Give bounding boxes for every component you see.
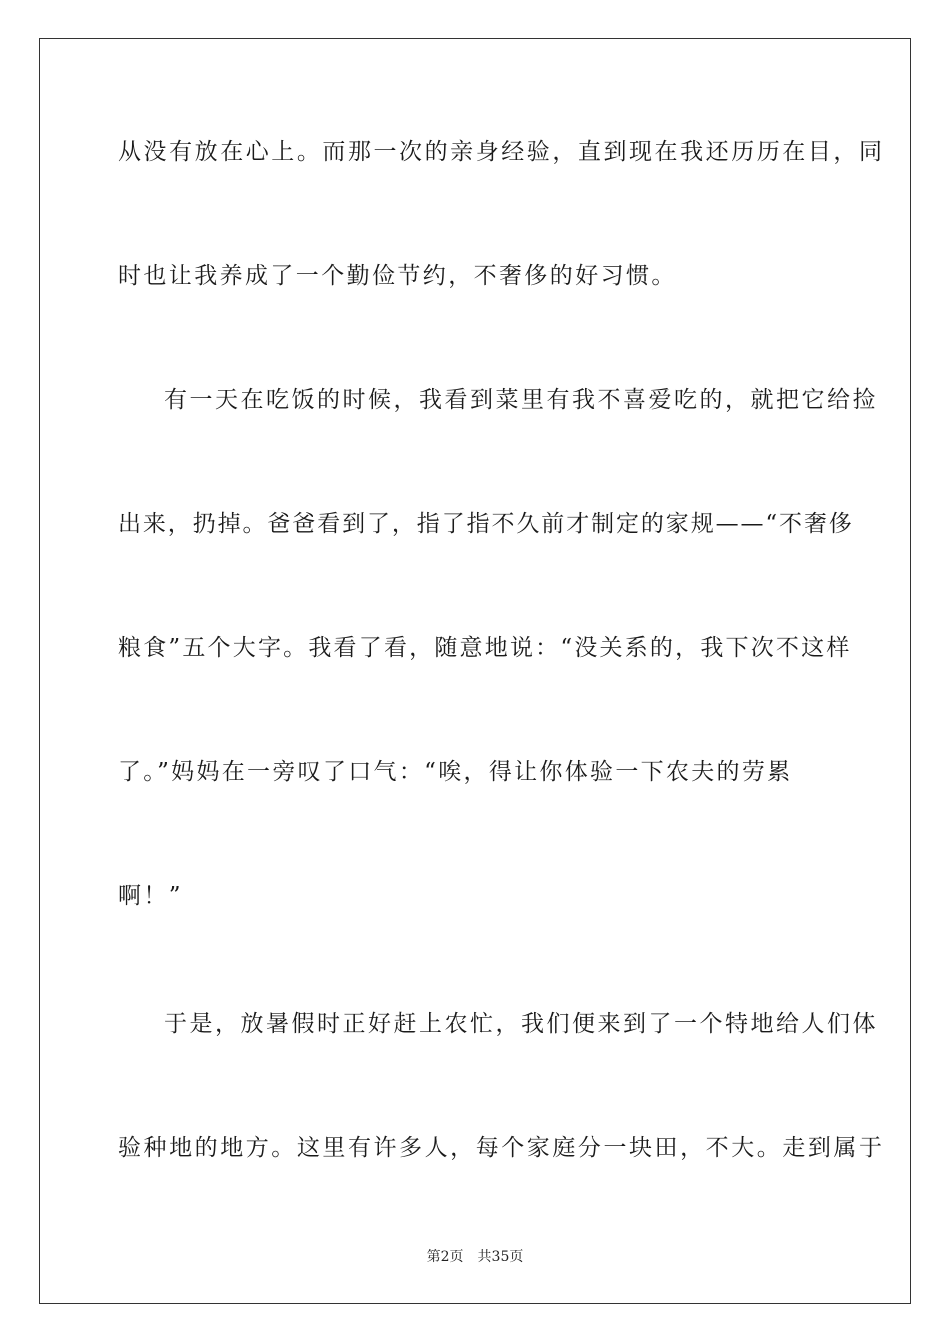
paragraph-first-line: 于是，放暑假时正好赶上农忙，我们便来到了一个特地给人们体 (164, 1011, 878, 1037)
text-line: 出来，扔掉。爸爸看到了，指了指不久前才制定的家规——“不奢侈 (118, 511, 854, 537)
text-line: 啊！” (118, 883, 183, 909)
page-footer (0, 1248, 950, 1266)
text-line: 粮食”五个大字。我看了看，随意地说：“没关系的，我下次不这样 (118, 635, 852, 661)
text-line: 时也让我养成了一个勤俭节约，不奢侈的好习惯。 (118, 263, 677, 289)
text-line: 验种地的地方。这里有许多人，每个家庭分一块田，不大。走到属于 (118, 1135, 885, 1161)
page-border (39, 38, 911, 1304)
paragraph-first-line: 有一天在吃饭的时候，我看到菜里有我不喜爱吃的，就把它给捡 (164, 387, 878, 413)
text-line: 了。”妈妈在一旁叹了口气：“唉，得让你体验一下农夫的劳累 (118, 759, 793, 785)
page-number: 第2页 (426, 1249, 464, 1265)
text-line: 从没有放在心上。而那一次的亲身经验，直到现在我还历历在目，同 (118, 139, 885, 165)
page-total: 共35页 (477, 1249, 524, 1265)
